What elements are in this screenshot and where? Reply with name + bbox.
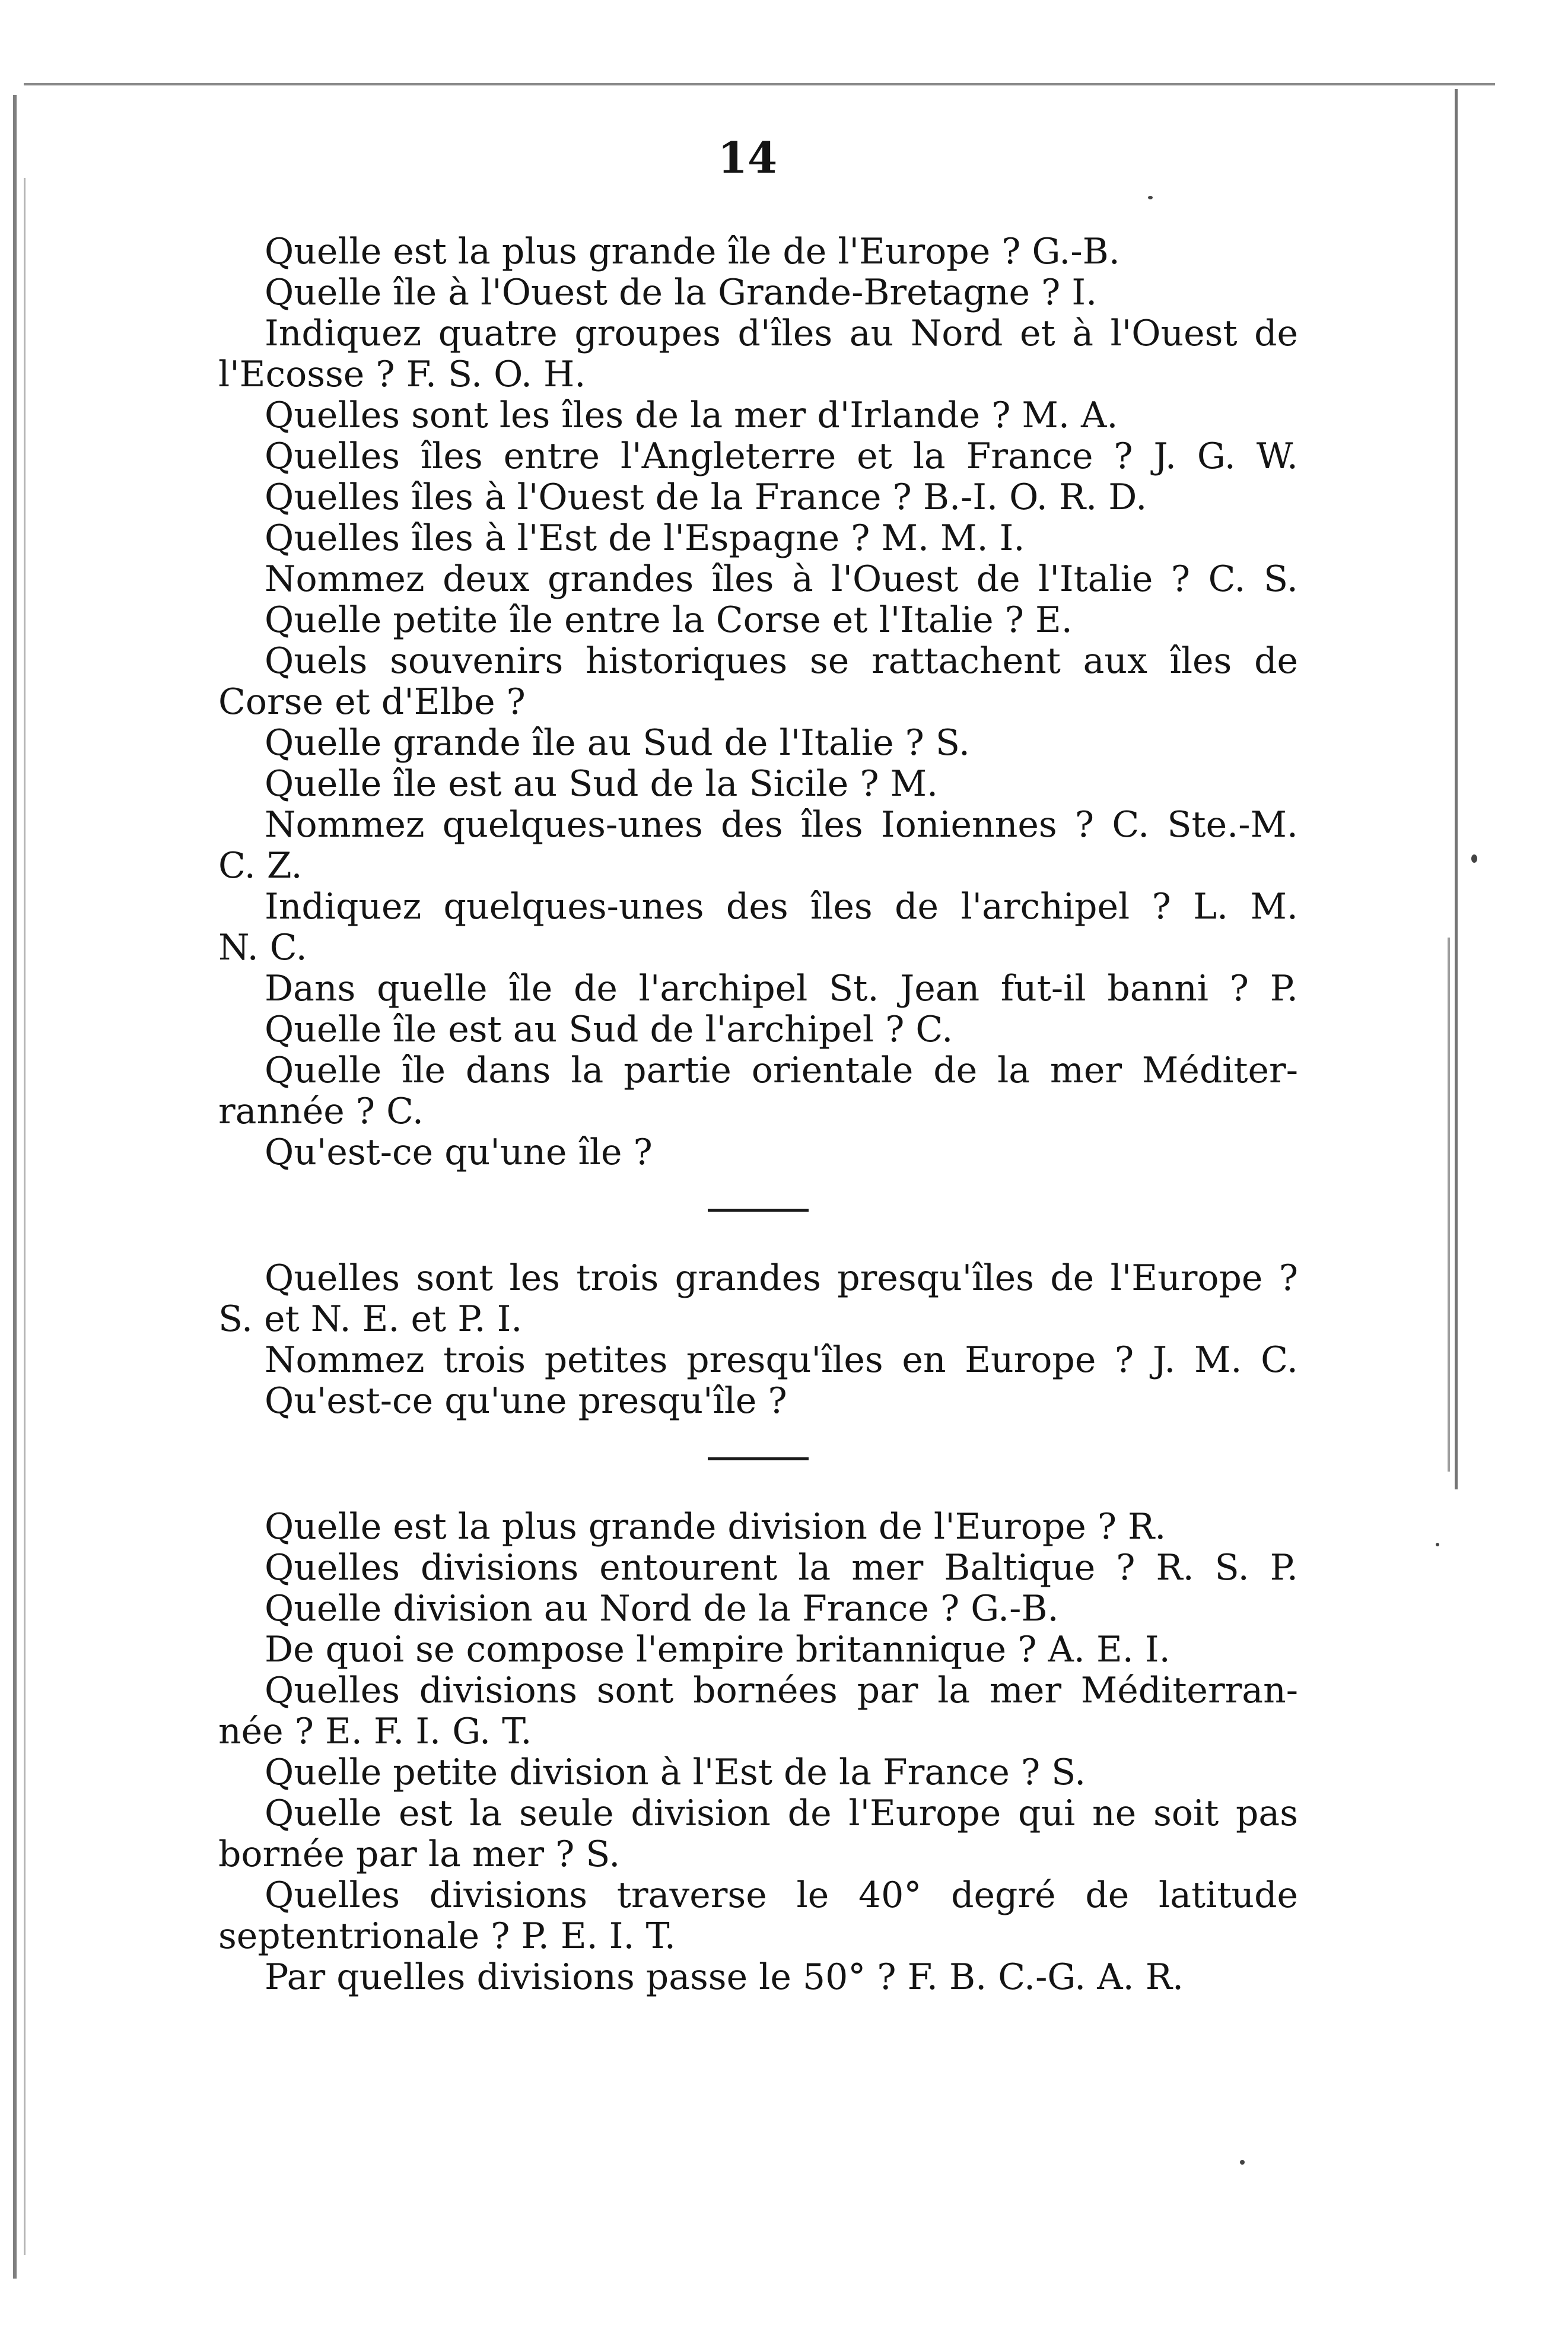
- question-section: [218, 231, 1298, 1173]
- text-line: Quelles sont les trois grandes presqu'îles de l'Europe ?: [265, 1257, 1298, 1299]
- text-line: Quelle est la seule division de l'Europe qui ne soit pas: [265, 1793, 1298, 1834]
- text-line: Quelle division au Nord de la France ? G.-B.: [265, 1588, 1059, 1629]
- text-line: Quelle est la plus grande île de l'Europe ? G.-B.: [265, 231, 1120, 272]
- text-line: Quelles îles entre l'Angleterre et la France ? J. G. W.: [265, 436, 1298, 477]
- section-divider: [708, 1209, 809, 1212]
- text-line: Corse et d'Elbe ?: [218, 681, 526, 723]
- text-line: rannée ? C.: [218, 1091, 424, 1132]
- text-line: S. et N. E. et P. I.: [218, 1298, 523, 1340]
- text-line: Nommez trois petites presqu'îles en Europe ? J. M. C.: [265, 1339, 1298, 1381]
- text-body: [218, 231, 1298, 1998]
- ink-speck: [1436, 1543, 1439, 1546]
- text-line: Quelle est la plus grande division de l'Europe ? R.: [265, 1506, 1166, 1548]
- text-line: septentrionale ? P. E. I. T.: [218, 1915, 676, 1957]
- text-line: Nommez deux grandes îles à l'Ouest de l'Italie ? C. S.: [265, 558, 1298, 600]
- text-line: bornée par la mer ? S.: [218, 1834, 621, 1875]
- text-line: Quelle petite division à l'Est de la France ? S.: [265, 1752, 1086, 1793]
- text-line: Nommez quelques-unes des îles Ioniennes ? C. Ste.-M.: [265, 804, 1298, 846]
- text-line: Dans quelle île de l'archipel St. Jean fut-il banni ? P.: [265, 968, 1298, 1009]
- text-line: Quels souvenirs historiques se rattachent aux îles de: [265, 640, 1298, 682]
- text-line: Quelle petite île entre la Corse et l'Italie ? E.: [265, 599, 1073, 641]
- text-line: Quelles divisions sont bornées par la mer Méditerran-: [265, 1670, 1298, 1711]
- text-line: Indiquez quelques-unes des îles de l'archipel ? L. M.: [265, 886, 1298, 927]
- page-right-edge-shadow: [1448, 938, 1450, 1472]
- text-line: Quelles sont les îles de la mer d'Irlande ? M. A.: [265, 395, 1118, 436]
- text-line: C. Z.: [218, 845, 303, 887]
- text-line: Quelles divisions traverse le 40° degré de latitude: [265, 1874, 1298, 1916]
- text-line: née ? E. F. I. G. T.: [218, 1711, 532, 1752]
- page-number: 14: [717, 132, 778, 183]
- ink-speck: [1471, 854, 1477, 863]
- text-line: Par quelles divisions passe le 50° ? F. B. C.-G. A. R.: [265, 1956, 1184, 1998]
- text-line: Quelles îles à l'Ouest de la France ? B.-I. O. R. D.: [265, 476, 1147, 518]
- ink-speck: [1148, 196, 1153, 199]
- text-line: N. C.: [218, 927, 307, 968]
- question-section: [218, 1258, 1298, 1422]
- text-line: Quelle île est au Sud de la Sicile ? M.: [265, 763, 939, 805]
- text-line: Quelle île à l'Ouest de la Grande-Bretagne ? I.: [265, 272, 1098, 313]
- text-line: Quelle île est au Sud de l'archipel ? C.: [265, 1009, 953, 1050]
- page-right-edge: [1455, 89, 1458, 1489]
- text-line: Qu'est-ce qu'une île ?: [265, 1132, 653, 1173]
- section-divider: [708, 1457, 809, 1460]
- ink-speck: [1240, 2160, 1245, 2165]
- text-line: De quoi se compose l'empire britannique ? A. E. I.: [265, 1629, 1171, 1670]
- text-line: Indiquez quatre groupes d'îles au Nord et à l'Ouest de: [265, 313, 1298, 354]
- text-line: Quelle île dans la partie orientale de la mer Méditer-: [265, 1050, 1298, 1091]
- text-line: Quelle grande île au Sud de l'Italie ? S.: [265, 722, 970, 764]
- text-line: l'Ecosse ? F. S. O. H.: [218, 354, 586, 395]
- question-section: [218, 1507, 1298, 1998]
- text-line: Quelles divisions entourent la mer Baltique ? R. S. P.: [265, 1547, 1298, 1588]
- page-left-edge-shadow: [24, 178, 26, 2255]
- page-left-edge: [13, 95, 17, 2279]
- page-top-edge: [24, 83, 1495, 85]
- text-line: Qu'est-ce qu'une presqu'île ?: [265, 1380, 787, 1422]
- text-line: Quelles îles à l'Est de l'Espagne ? M. M. I.: [265, 517, 1025, 559]
